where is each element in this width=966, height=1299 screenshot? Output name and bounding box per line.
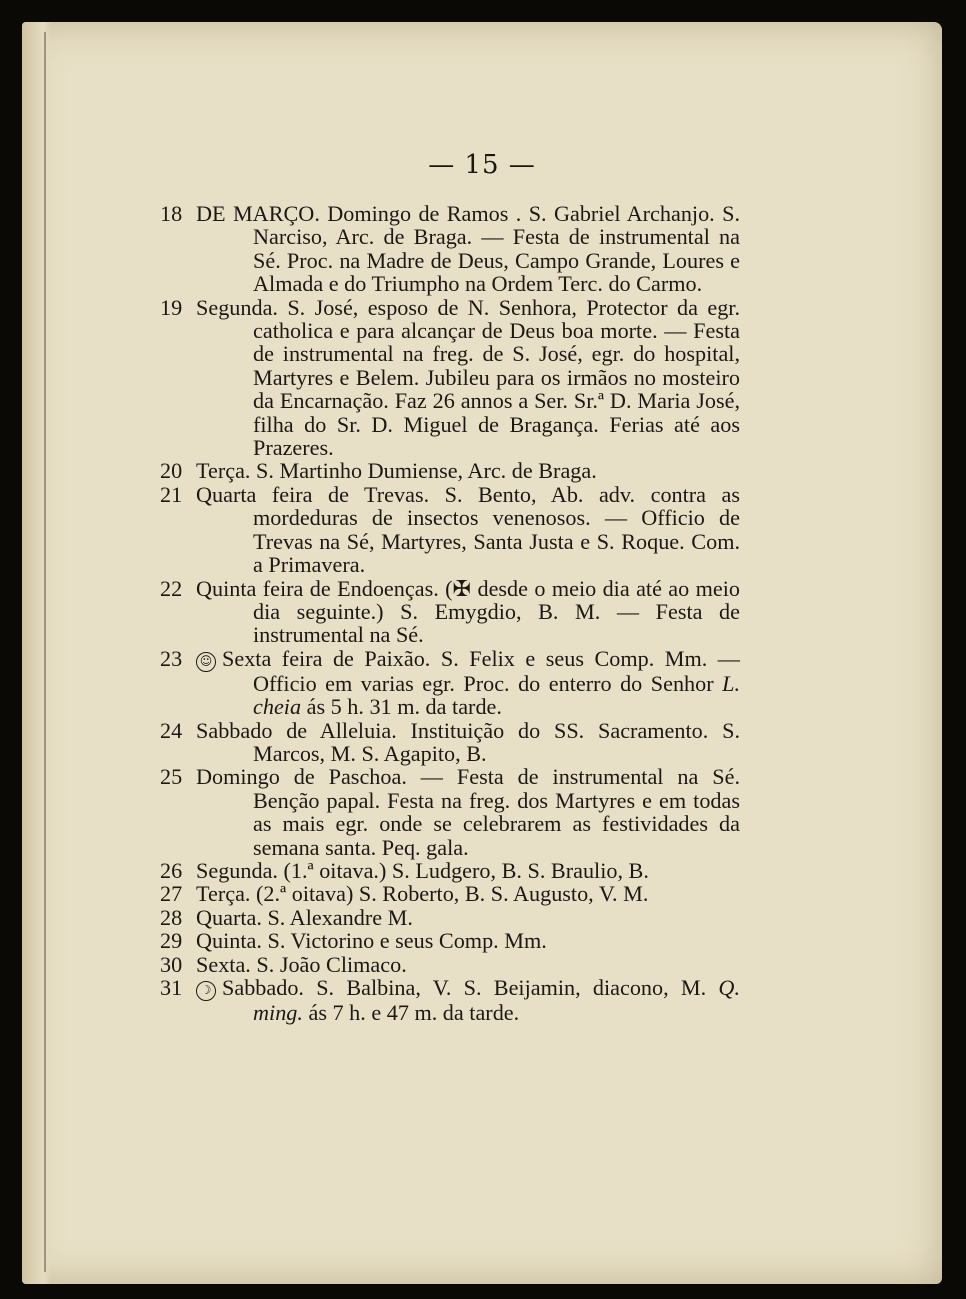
moon-phase: Q. ming. (253, 975, 740, 1025)
day-number: 25 (160, 764, 183, 790)
day-number: 22 (160, 575, 183, 601)
entry-23 (160, 647, 740, 719)
day-number: 20 (160, 458, 183, 484)
entry-text: DE MARÇO. Domingo de Ramos . S. Gabriel Archanjo. S. Narciso, Arc. de Braga. — Festa de instrumental na Sé. Proc. na Madre de Deus, Campo Grande, Loures e Almada e do Triumpho na Ordem Terc. do Carmo. (196, 201, 740, 297)
entry-text: Sabbado de Alleluia. Instituição do SS. Sacramento. S. Marcos, M. S. Agapito, B. (196, 717, 740, 766)
entry-31 (160, 976, 740, 1024)
day-number: 29 (160, 928, 183, 954)
entry-25 (160, 765, 740, 859)
page-number: — 15 — (428, 150, 536, 180)
entry-28 (160, 906, 740, 929)
entry-26 (160, 859, 740, 882)
entry-19 (160, 296, 740, 460)
page-gutter (22, 22, 52, 1284)
day-number: 19 (160, 294, 183, 320)
entry-21 (160, 483, 740, 577)
day-number: 24 (160, 717, 183, 743)
day-number: 21 (160, 481, 183, 507)
entry-text: Quarta feira de Trevas. S. Bento, Ab. adv. contra as mordeduras de insectos venenosos. — Officio de Trevas na Sé, Martyres, Santa Justa e S. Roque. Com. a Primavera. (196, 481, 740, 578)
entry-24 (160, 719, 740, 766)
entry-text: Quinta feira de Endoenças. (✠ desde o meio dia até ao meio dia seguinte.) S. Emygdio, B. M. — Festa de instrumental na Sé. (196, 575, 740, 648)
day-number: 28 (160, 904, 183, 930)
binding-line (44, 32, 46, 1272)
entry-text: ☺ Sexta feira de Paixão. S. Felix e seus Comp. Mm. — Officio em varias egr. Proc. do enterro do Senhor L. cheia ás 5 h. 31 m. da tarde. (196, 647, 740, 719)
entry-text: ☽ Sabbado. S. Balbina, V. S. Beijamin, diacono, M. Q. ming. ás 7 h. e 47 m. da tarde. (196, 976, 740, 1024)
entry-text: Sexta. S. João Climaco. (196, 951, 407, 977)
full-moon-icon: ☺ (196, 652, 216, 672)
entry-text: Segunda. (1.ª oitava.) S. Ludgero, B. S. Braulio, B. (196, 857, 649, 883)
calendar-entries (160, 202, 740, 1024)
entry-text: Quarta. S. Alexandre M. (196, 904, 413, 930)
entry-20 (160, 459, 740, 482)
day-number: 31 (160, 975, 183, 1000)
entry-22 (160, 577, 740, 647)
book-page (22, 22, 942, 1284)
moon-phase: L. cheia (253, 670, 740, 720)
day-number: 18 (160, 201, 183, 226)
entry-30 (160, 953, 740, 976)
day-number: 26 (160, 857, 183, 883)
entry-29 (160, 929, 740, 952)
entry-18 (160, 202, 740, 296)
entry-text: Segunda. S. José, esposo de N. Senhora, Protector da egr. catholica e para alcançar de Deus boa morte. — Festa de instrumental na freg. de S. José, egr. do hospital, Martyres e Belem. Jubileu para os irmãos no mosteiro da Encarnação. Faz 26 annos a Ser. Sr.ª D. Maria José, filha do Sr. D. Miguel de Bragança. Ferias até aos Prazeres. (196, 294, 740, 461)
quarter-moon-icon: ☽ (196, 981, 216, 1001)
entry-27 (160, 882, 740, 905)
entry-text: Terça. (2.ª oitava) S. Roberto, B. S. Augusto, V. M. (196, 881, 649, 907)
entry-text: Quinta. S. Victorino e seus Comp. Mm. (196, 928, 547, 954)
day-number: 23 (160, 645, 183, 671)
entry-text: Terça. S. Martinho Dumiense, Arc. de Braga. (196, 458, 597, 484)
entry-text: Domingo de Paschoa. — Festa de instrumental na Sé. Benção papal. Festa na freg. dos Martyres e em todas as mais egr. onde se celebrarem as festividades da semana santa. Peq. gala. (196, 764, 740, 860)
day-number: 27 (160, 881, 183, 907)
day-number: 30 (160, 951, 183, 977)
